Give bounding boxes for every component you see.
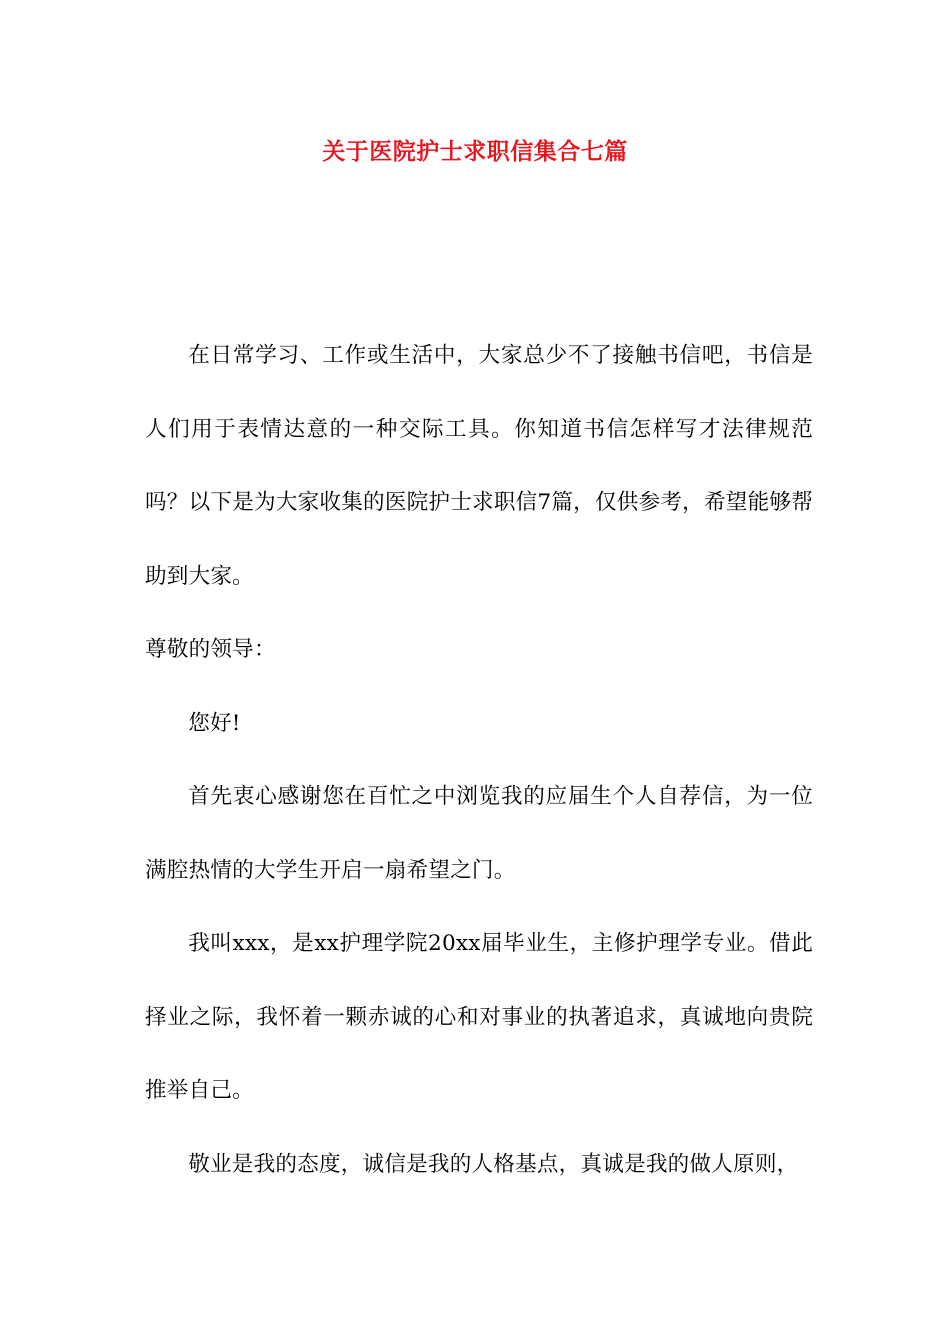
salutation-paragraph: 尊敬的领导： — [145, 637, 276, 662]
greeting-paragraph: 您好! — [188, 710, 241, 736]
intro-paragraph: 在日常学习、工作或生活中，大家总少不了接触书信吧，书信是人们用于表情达意的一种交际工具。你知道书信怎样写才法律规范吗？以下是为大家收集的医院护士求职信7篇，仅供参考，希望能够帮助到大家。 — [145, 343, 813, 589]
attitude-paragraph: 敬业是我的态度，诚信是我的人格基点，真诚是我的做人原则， — [188, 1151, 799, 1177]
document-body — [145, 319, 813, 1201]
document-title: 关于医院护士求职信集合七篇 — [322, 138, 628, 165]
thanks-paragraph: 首先衷心感谢您在百忙之中浏览我的应届生个人自荐信，为一位满腔热情的大学生开启一扇希望之门。 — [145, 784, 813, 883]
self-introduction-paragraph: 我叫xxx，是xx护理学院20xx届毕业生，主修护理学专业。借此择业之际，我怀着一颗赤诚的心和对事业的执著追求，真诚地向贵院推举自己。 — [145, 931, 813, 1103]
